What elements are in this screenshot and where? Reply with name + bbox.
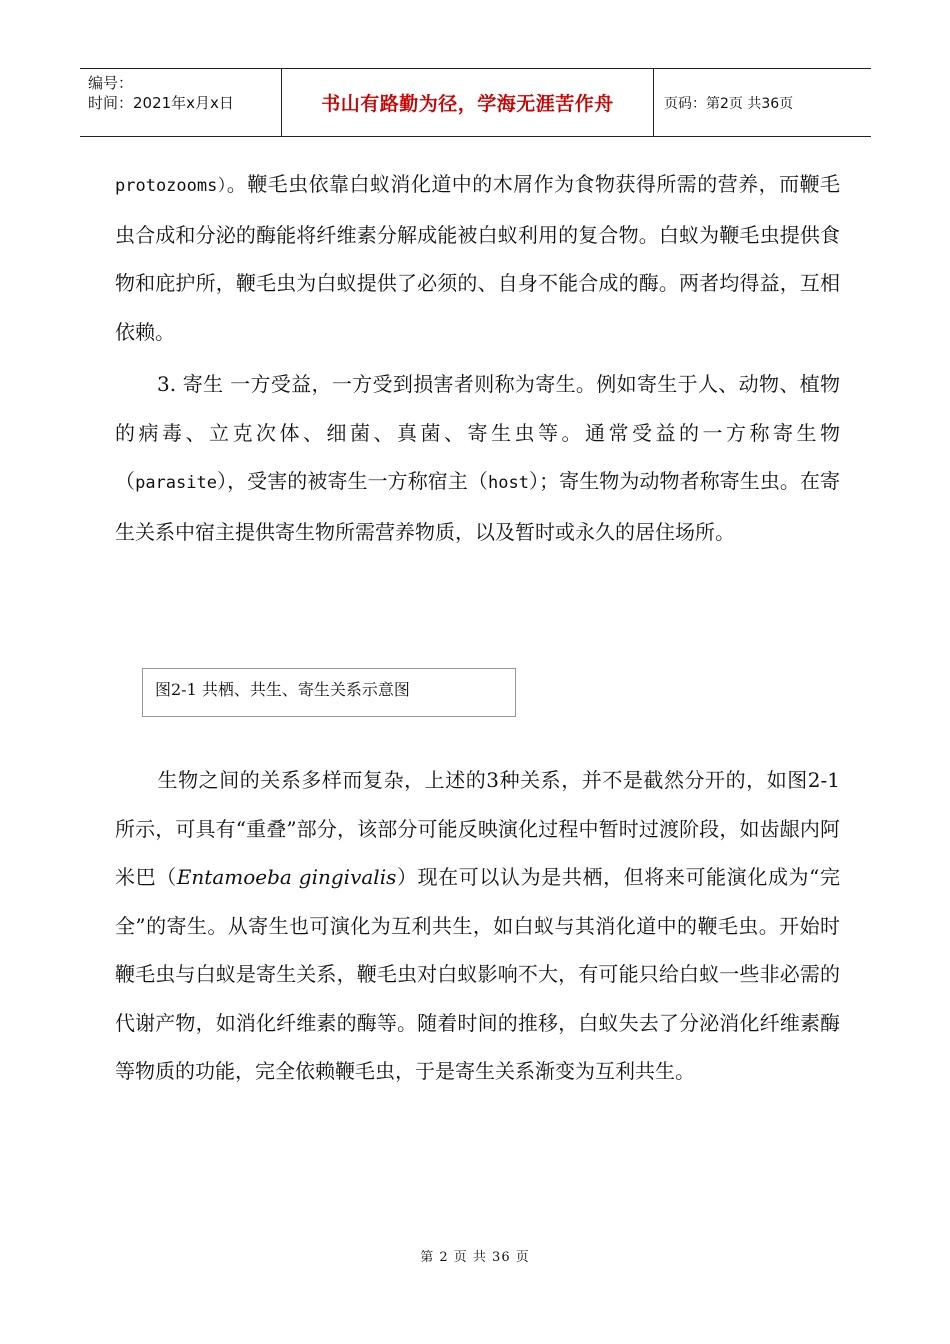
paragraph-3-text-b: ）现在可以认为是共栖，但将来可能演化成为“完全”的寄生。从寄生也可演化为互利共生，如白蚁与其消化道中的鞭毛虫。开始时鞭毛虫与白蚁是寄生关系，鞭毛虫对白蚁影响不大，有可能只给白蚁一些非必需的代谢产物，如消化纤维素的酶等。随着时间的推移，白蚁失去了分泌消化纤维素酶等物质的功能，完全依赖鞭毛虫，于是寄生关系渐变为互利共生。	[115, 865, 840, 1083]
number-label: 编号：	[88, 74, 134, 92]
paragraph-3-species: Entamoeba gingivalis	[176, 865, 397, 889]
paragraph-2-text-c: ）；寄生物为动物者称寄生虫。在寄生关系中宿主提供寄生物所需营养物质，以及暂时或永久的居住场所。	[115, 469, 841, 544]
paragraph-1-term: protozooms）	[115, 176, 227, 196]
paragraph-2-text-a: 3. 寄生 一方受益，一方受到损害者则称为寄生。例如寄生于人、动物、植物的病毒、立克次体、细菌、真菌、寄生虫等。通常受益的一方称寄生物（	[115, 372, 840, 493]
page-footer: 第 2 页 共 36 页	[420, 1250, 530, 1265]
paragraph-2-term-host: host	[487, 473, 529, 493]
paragraph-1-text: 。鞭毛虫依靠白蚁消化道中的木屑作为食物获得所需的营养，而鞭毛虫合成和分泌的酶能将纤维素分解成能被白蚁利用的复合物。白蚁为鞭毛虫提供食物和庇护所，鞭毛虫为白蚁提供了必须的、自身不能合成的酶。两者均得益，互相依赖。	[115, 172, 840, 344]
paragraph-2	[115, 360, 840, 556]
page-code: 页码：第2页 共36页	[664, 95, 794, 112]
time-label: 时间：2021年x月x日	[88, 94, 234, 112]
paragraph-3	[115, 756, 840, 1096]
paragraph-3-text-a: 生物之间的关系多样而复杂，上述的3种关系，并不是截然分开的，如图2-1所示，可具有“重叠”部分，该部分可能反映演化过程中暂时过渡阶段，如齿龈内阿米巴（	[115, 768, 840, 889]
figure-caption: 图2-1 共栖、共生、寄生关系示意图	[155, 680, 410, 699]
page-header	[80, 68, 871, 137]
paragraph-2-text-b: ），受害的被寄生一方称宿主（	[216, 469, 488, 493]
paragraph-2-term-parasite: parasite	[135, 473, 217, 493]
figure-caption-box	[142, 668, 516, 717]
paragraph-1	[115, 160, 840, 356]
motto: 书山有路勤为径，学海无涯苦作舟	[282, 69, 654, 136]
header-meta	[80, 69, 282, 136]
